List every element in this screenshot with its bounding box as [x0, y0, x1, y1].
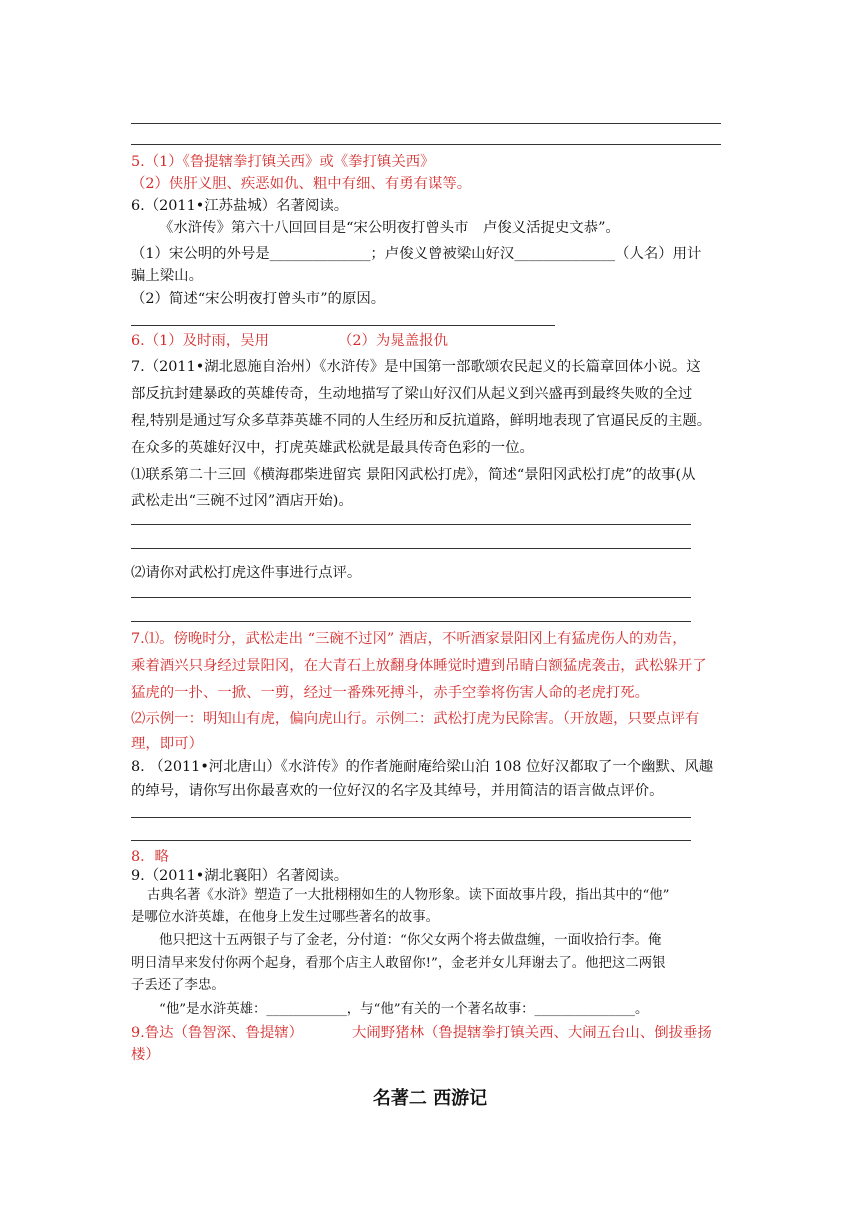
question-8-line-1: 8. （2011•河北唐山）《水浒传》的作者施耐庵给梁山泊 108 位好汉都取了一个幽默、风趣	[131, 759, 714, 775]
question-7-line-1: 7.（2011•湖北恩施自治州）《水浒传》是中国第一部歌颂农民起义的长篇章回体小说。这	[131, 359, 701, 375]
answer-6-part-2: （2）为晁盖报仇	[338, 333, 448, 349]
question-7-line-3: 程,特别是通过写众多草莽英雄不同的人生经历和反抗道路，鲜明地表现了官逼民反的主题。	[131, 413, 712, 429]
answer-7-line-2: 乘着酒兴只身经过景阳冈，在大青石上放翻身体睡觉时遭到吊睛白额猛虎袭击，武松躲开了	[131, 658, 707, 674]
question-9-fill-in: “他”是水浒英雄：____________，与“他”有关的一个著名故事：_______________。	[159, 1002, 649, 1017]
question-6-part-2: （2）简述“宋公明夜打曾头市”的原因。	[131, 291, 386, 307]
section-title: 名著二 西游记	[372, 1088, 488, 1109]
answer-9-part-1: 9.鲁达（鲁智深、鲁提辖）	[131, 1025, 304, 1041]
answer-line	[131, 524, 691, 525]
question-6-part-1-cont: 骗上梁山。	[131, 268, 203, 284]
answer-line	[131, 621, 691, 622]
answer-8: 8．略	[131, 849, 169, 865]
question-6-intro: 《水浒传》第六十八回回目是“宋公明夜打曾头市 卢俊义活捉史文恭”。	[159, 220, 620, 236]
answer-7-line-4: ⑵示例一：明知山有虎，偏向虎山行。示例二：武松打虎为民除害。（开放题，只要点评有	[131, 711, 700, 727]
question-7-sub-1-cont: 武松走出“三碗不过冈”酒店开始)。	[131, 493, 353, 509]
answer-line	[131, 840, 691, 841]
answer-line	[131, 123, 721, 124]
answer-5-line-2: （2）侠肝义胆、疾恶如仇、粗中有细、有勇有谋等。	[131, 176, 472, 192]
answer-9-line-2: 楼）	[131, 1047, 160, 1063]
question-8-line-2: 的绰号，请你写出你最喜欢的一位好汉的名字及其绰号，并用简洁的语言做点评价。	[131, 783, 664, 799]
question-9-line-3: 他只把这十五两银子与了金老，分付道：“你父女两个将去做盘缠，一面收拾行李。俺	[159, 933, 662, 948]
answer-line	[131, 548, 691, 549]
answer-5-line-1: 5.（1）《鲁提辖拳打镇关西》或《拳打镇关西》	[131, 154, 435, 170]
question-7-sub-1: ⑴联系第二十三回《横海郡柴进留宾 景阳冈武松打虎》，简述“景阳冈武松打虎”的故事(从	[131, 467, 696, 483]
question-9-line-2: 是哪位水浒英雄，在他身上发生过哪些著名的故事。	[131, 910, 439, 925]
question-7-line-4: 在众多的英雄好汉中，打虎英雄武松就是最具传奇色彩的一位。	[131, 440, 534, 456]
answer-9-part-2: 大闹野猪林（鲁提辖拳打镇关西、大闹五台山、倒拔垂扬	[352, 1025, 712, 1041]
answer-7-line-1: 7.⑴。傍晚时分，武松走出 “三碗不过冈” 酒店，不听酒家景阳冈上有猛虎伤人的劝告，	[131, 631, 687, 647]
question-6-heading: 6.（2011•江苏盐城）名著阅读。	[131, 198, 349, 214]
answer-line	[131, 144, 721, 145]
question-6-part-1: （1）宋公明的外号是______________；卢俊义曾被梁山好汉______________（人名）用计	[131, 246, 702, 262]
answer-line	[131, 817, 691, 818]
question-9-line-5: 子丢还了李忠。	[131, 978, 225, 993]
question-9-heading: 9.（2011•湖北襄阳）名著阅读。	[131, 868, 349, 884]
answer-6-part-1: 6.（1）及时雨，吴用	[131, 333, 270, 349]
answer-line	[131, 325, 555, 326]
answer-7-line-5: 理，即可）	[131, 736, 203, 752]
question-9-line-4: 明日清早来发付你两个起身，看那个店主人敢留你!”，金老并女儿拜谢去了。他把这二两银	[131, 956, 666, 971]
answer-7-line-3: 猛虎的一扑、一掀、一剪，经过一番殊死搏斗，赤手空拳将伤害人命的老虎打死。	[131, 685, 650, 701]
question-7-sub-2: ⑵请你对武松打虎这件事进行点评。	[131, 565, 362, 581]
question-7-line-2: 部反抗封建暴政的英雄传奇，生动地描写了梁山好汉们从起义到兴盛再到最终失败的全过	[131, 386, 693, 402]
answer-line	[131, 597, 691, 598]
question-9-line-1: 古典名著《水浒》塑造了一大批栩栩如生的人物形象。读下面故事片段，指出其中的“他”	[147, 888, 670, 903]
